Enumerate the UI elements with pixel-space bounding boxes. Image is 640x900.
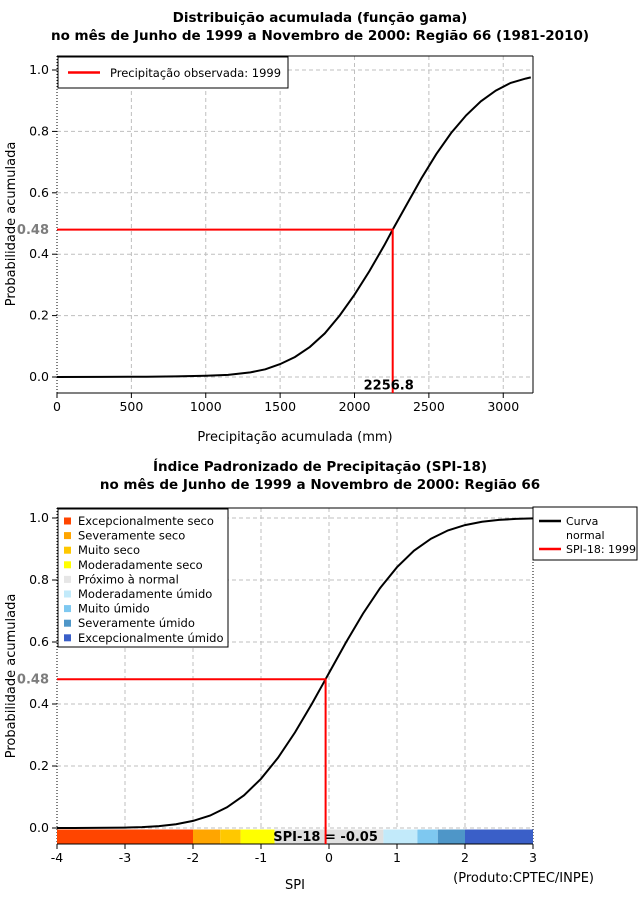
- category-color-marker: [64, 576, 71, 583]
- y-tick-label: 1.0: [29, 510, 49, 525]
- y-tick-label: 1.0: [29, 62, 49, 77]
- colorbar-segment: [220, 830, 240, 844]
- gamma-chart-subtitle: no mês de Junho de 1999 a Novembro de 2000: Região 66 (1981-2010): [50, 28, 590, 44]
- category-color-marker: [64, 518, 71, 525]
- colorbar-segment: [57, 830, 193, 844]
- x-axis-label: Precipitação acumulada (mm): [197, 430, 393, 445]
- category-color-marker: [64, 634, 71, 641]
- category-color-marker: [64, 620, 71, 627]
- category-label: Moderadamente úmido: [78, 587, 213, 601]
- probability-value-label: 0.48: [16, 672, 49, 688]
- legend-item-label: Precipitação observada: 1999: [110, 66, 282, 80]
- category-label: Excepcionalmente úmido: [78, 630, 224, 645]
- x-axis-label: SPI: [285, 878, 305, 893]
- category-label: Moderadamente seco: [78, 557, 203, 572]
- y-tick-label: 0.4: [29, 246, 49, 262]
- x-tick-label: 3: [529, 850, 537, 865]
- x-tick-label: 1000: [189, 399, 222, 414]
- category-label: Severamente seco: [78, 528, 186, 543]
- x-tick-label: 2500: [412, 399, 445, 414]
- category-color-marker: [64, 547, 71, 554]
- x-tick-label: 0: [325, 850, 333, 865]
- precipitation-value-label: 2256.8: [363, 378, 414, 394]
- colorbar-segment: [465, 830, 533, 844]
- category-label: Excepcionalmente seco: [78, 514, 214, 528]
- cdf-curve: [57, 77, 531, 377]
- y-tick-label: 0.2: [29, 758, 49, 773]
- colorbar-segment: [417, 830, 437, 844]
- spi-chart-subtitle: no mês de Junho de 1999 a Novembro de 2000: Região 66: [99, 477, 541, 493]
- category-label: Muito seco: [78, 543, 141, 558]
- x-tick-label: -4: [50, 850, 64, 865]
- category-label: Muito úmido: [78, 601, 150, 616]
- x-tick-label: 2: [461, 850, 469, 865]
- spi-value-annotation: SPI-18 = -0.05: [273, 830, 378, 845]
- y-tick-label: 0.2: [29, 307, 49, 323]
- y-tick-label: 0.8: [29, 123, 49, 139]
- category-color-marker: [64, 605, 71, 612]
- y-tick-label: 0.0: [29, 369, 49, 384]
- legend-item-label: normal: [566, 529, 605, 542]
- x-tick-label: -2: [186, 850, 200, 865]
- x-tick-label: 1500: [264, 399, 297, 414]
- probability-value-label: 0.48: [16, 223, 49, 239]
- x-tick-label: -1: [254, 850, 268, 865]
- x-tick-label: -3: [118, 850, 132, 865]
- category-label: Próximo à normal: [78, 572, 179, 587]
- colorbar-segment: [241, 830, 275, 844]
- legend-item-label: SPI-18: 1999: [566, 543, 637, 556]
- x-tick-label: 2000: [338, 399, 371, 414]
- product-credit: (Produto:CPTEC/INPE): [453, 871, 594, 886]
- y-tick-label: 0.0: [29, 820, 49, 835]
- y-axis-label: Probabilidade acumulada: [4, 141, 19, 307]
- x-tick-label: 3000: [487, 399, 520, 414]
- spi-chart-title: Índice Padronizado de Precipitação (SPI-18): [152, 459, 488, 475]
- category-color-marker: [64, 561, 71, 568]
- gamma-chart-title: Distribuição acumulada (função gama): [172, 10, 468, 26]
- x-tick-label: 500: [119, 399, 144, 414]
- legend-item-label: Curva: [566, 515, 599, 528]
- category-label: Severamente úmido: [78, 616, 195, 631]
- x-tick-label: 1: [393, 850, 401, 865]
- category-color-marker: [64, 532, 71, 539]
- y-tick-label: 0.6: [29, 184, 49, 200]
- colorbar-segment: [383, 830, 417, 844]
- y-axis-label: Probabilidade acumulada: [4, 593, 19, 759]
- y-tick-label: 0.6: [29, 634, 49, 649]
- colorbar-segment: [438, 830, 465, 844]
- colorbar-segment: [193, 830, 220, 844]
- category-color-marker: [64, 591, 71, 598]
- y-tick-label: 0.4: [29, 696, 49, 711]
- x-tick-label: 0: [53, 399, 61, 414]
- y-tick-label: 0.8: [29, 572, 49, 587]
